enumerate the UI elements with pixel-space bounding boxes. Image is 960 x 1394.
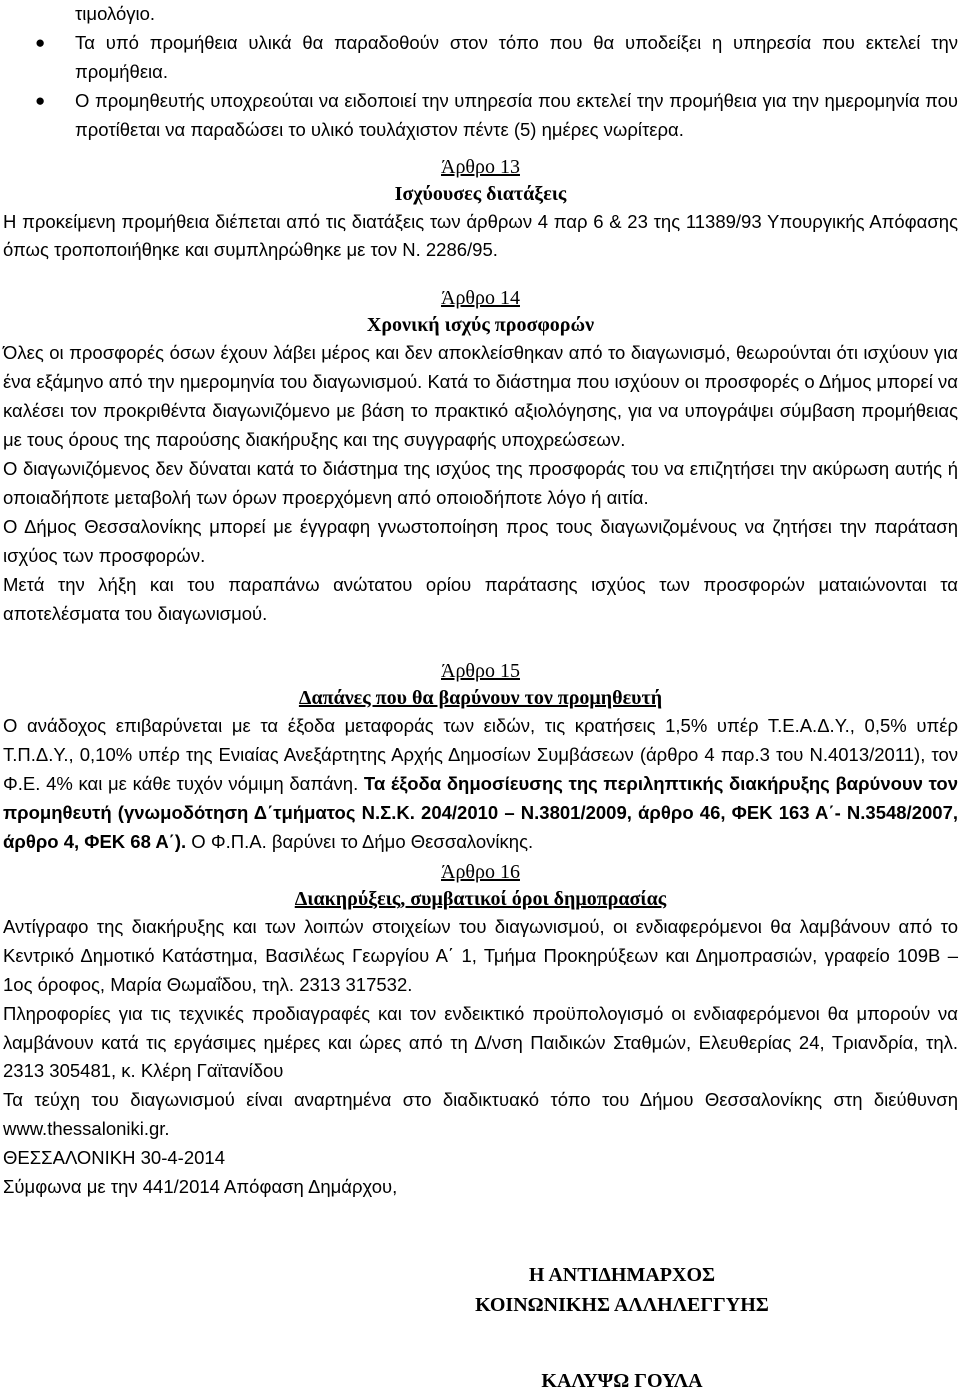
signature-role-block	[322, 1260, 922, 1320]
delivery-bullet-list	[3, 29, 958, 145]
bullet-icon: ●	[35, 90, 46, 110]
article-title: Διακηρύξεις, συμβατικοί όροι δημοπρασίας	[294, 887, 667, 910]
article-title: Ισχύουσες διατάξεις	[394, 182, 567, 205]
article-14-heading	[3, 285, 958, 339]
article-15-text-plain: Ο ανάδοχος επιβαρύνεται με τα έξοδα μεταφοράς των ειδών, τις κρατήσεις 1,5% υπέρ Τ.Ε.Α.Δ.Υ., 0,5% υπέρ Τ.Π.Δ.Υ., 0,10% υπέρ της Ενιαίας Ανεξάρτητης Αρχής Δημοσίων Συμβάσεων (άρθρο 4 παρ.3 του Ν.4013/2011), τον Φ.Ε. 4% και με κάθε τυχόν νόμιμη δαπάνη.	[3, 715, 958, 795]
signature-name: ΚΑΛΥΨΩ ΓΟΥΛΑ	[541, 1370, 703, 1392]
article-13-text: Η προκείμενη προμήθεια διέπεται από τις διατάξεις των άρθρων 4 παρ 6 & 23 της 11389/93 Υπουργικής Απόφασης όπως τροποποιήθηκε και συμπληρώθηκε με τον Ν. 2286/95.	[3, 210, 958, 261]
article-14-paragraph: Όλες οι προσφορές όσων έχουν λάβει μέρος και δεν αποκλείσθηκαν από το διαγωνισμό, θεωρούνται ότι ισχύουν για ένα εξάμηνο από την ημερομηνία του διαγωνισμού. Κατά το διάστημα που ισχύουν οι προσφορές ο Δήμος μπορεί να καλέσει τον προκριθέντα διαγωνιζόμενο με βάση το πρακτικό αξιολόγησης, για να υπογράψει σύμβαση προμήθειας με τους όρους της παρούσης διακήρυξης και της συγγραφής υποχρεώσεων.	[3, 342, 958, 451]
list-item-text: Ο προμηθευτής υποχρεούται να ειδοποιεί την υπηρεσία που εκτελεί την προμήθεια για την ημερομηνία που προτίθεται να παραδώσει το υλικό τουλάχιστον πέντε (5) ημέρες νωρίτερα.	[75, 89, 958, 140]
article-number: Άρθρο 15	[441, 660, 520, 683]
list-item	[3, 87, 958, 145]
article-14-paragraph: Μετά την λήξη και του παραπάνω ανώτατου ορίου παράτασης ισχύος των προσφορών ματαιώνονται τα αποτελέσματα του διαγωνισμού.	[3, 573, 958, 624]
article-16-heading	[3, 859, 958, 913]
list-item	[3, 29, 958, 87]
article-13-heading	[3, 154, 958, 208]
article-number: Άρθρο 14	[441, 287, 520, 310]
article-title: Χρονική ισχύς προσφορών	[366, 314, 595, 337]
decision-reference: Σύμφωνα με την 441/2014 Απόφαση Δημάρχου,	[3, 1176, 398, 1198]
article-15-text-bold: Τα έξοδα δημοσίευσης της περιληπτικής διακήρυξης βαρύνουν τον προμηθευτή (γνωμοδότηση Δ΄τμήματος Ν.Σ.Κ. 204/2010 – Ν.3801/2009, άρθρο 46, ΦΕΚ 163 Α΄- Ν.3548/2007, άρθρο 4, ΦΕΚ 68 Α΄).	[3, 773, 958, 853]
document-page	[3, 0, 958, 1202]
article-15-text	[3, 712, 958, 857]
bullet-icon: ●	[35, 32, 46, 52]
article-14-paragraph: Ο Δήμος Θεσσαλονίκης μπορεί με έγγραφη γνωστοποίηση προς τους διαγωνιζομένους να ζητήσει την παράταση ισχύος των προσφορών.	[3, 515, 958, 566]
article-15-text-end: Ο Φ.Π.Α. βαρύνει το Δήμο Θεσσαλονίκης.	[186, 831, 534, 853]
article-title: Δαπάνες που θα βαρύνουν τον προμηθευτή	[298, 687, 663, 710]
place-date: ΘΕΣΣΑΛΟΝΙΚΗ 30-4-2014	[3, 1147, 225, 1169]
signature-role-line: Η ΑΝΤΙΔΗΜΑΡΧΟΣ	[528, 1264, 716, 1286]
continued-line: τιμολόγιο.	[75, 3, 156, 24]
article-number: Άρθρο 13	[441, 155, 520, 178]
article-15-heading	[3, 658, 958, 712]
article-number: Άρθρο 16	[441, 860, 520, 883]
article-16-paragraph: Τα τεύχη του διαγωνισμού είναι αναρτημένα στο διαδικτυακό τόπο του Δήμου Θεσσαλονίκης στη διεύθυνση www.thessaloniki.gr.	[3, 1089, 958, 1140]
article-16-paragraph: Αντίγραφο της διακήρυξης και των λοιπών στοιχείων του διαγωνισμού, οι ενδιαφερόμενοι θα λαμβάνουν από το Κεντρικό Δημοτικό Κατάστημα, Βασιλέως Γεωργίου Α΄ 1, Τμήμα Προκηρύξεων και Δημοπρασιών, γραφείο 109Β – 1ος όροφος, Μαρία Θωμαΐδου, τηλ. 2313 317532.	[3, 915, 958, 995]
signature-role-line: ΚΟΙΝΩΝΙΚΗΣ ΑΛΛΗΛΕΓΓΥΗΣ	[475, 1294, 769, 1316]
list-item-text: Τα υπό προμήθεια υλικά θα παραδοθούν στον τόπο που θα υποδείξει η υπηρεσία που εκτελεί την προμήθεια.	[75, 31, 958, 82]
article-14-paragraph: Ο διαγωνιζόμενος δεν δύναται κατά το διάστημα της ισχύος της προσφοράς του να επιζητήσει την ακύρωση αυτής ή οποιαδήποτε μεταβολή των όρων προερχόμενη από οποιοδήποτε λόγο ή αιτία.	[3, 457, 958, 508]
article-16-paragraph: Πληροφορίες για τις τεχνικές προδιαγραφές και τον ενδεικτικό προϋπολογισμό οι ενδιαφερόμενοι θα μπορούν να λαμβάνουν κατά τις εργάσιμες ημέρες και ώρες από τη Δ/νση Παιδικών Σταθμών, Ελευθερίας 24, Τριανδρία, τηλ. 2313 305481, κ. Κλέρη Γαϊτανίδου	[3, 1002, 958, 1082]
